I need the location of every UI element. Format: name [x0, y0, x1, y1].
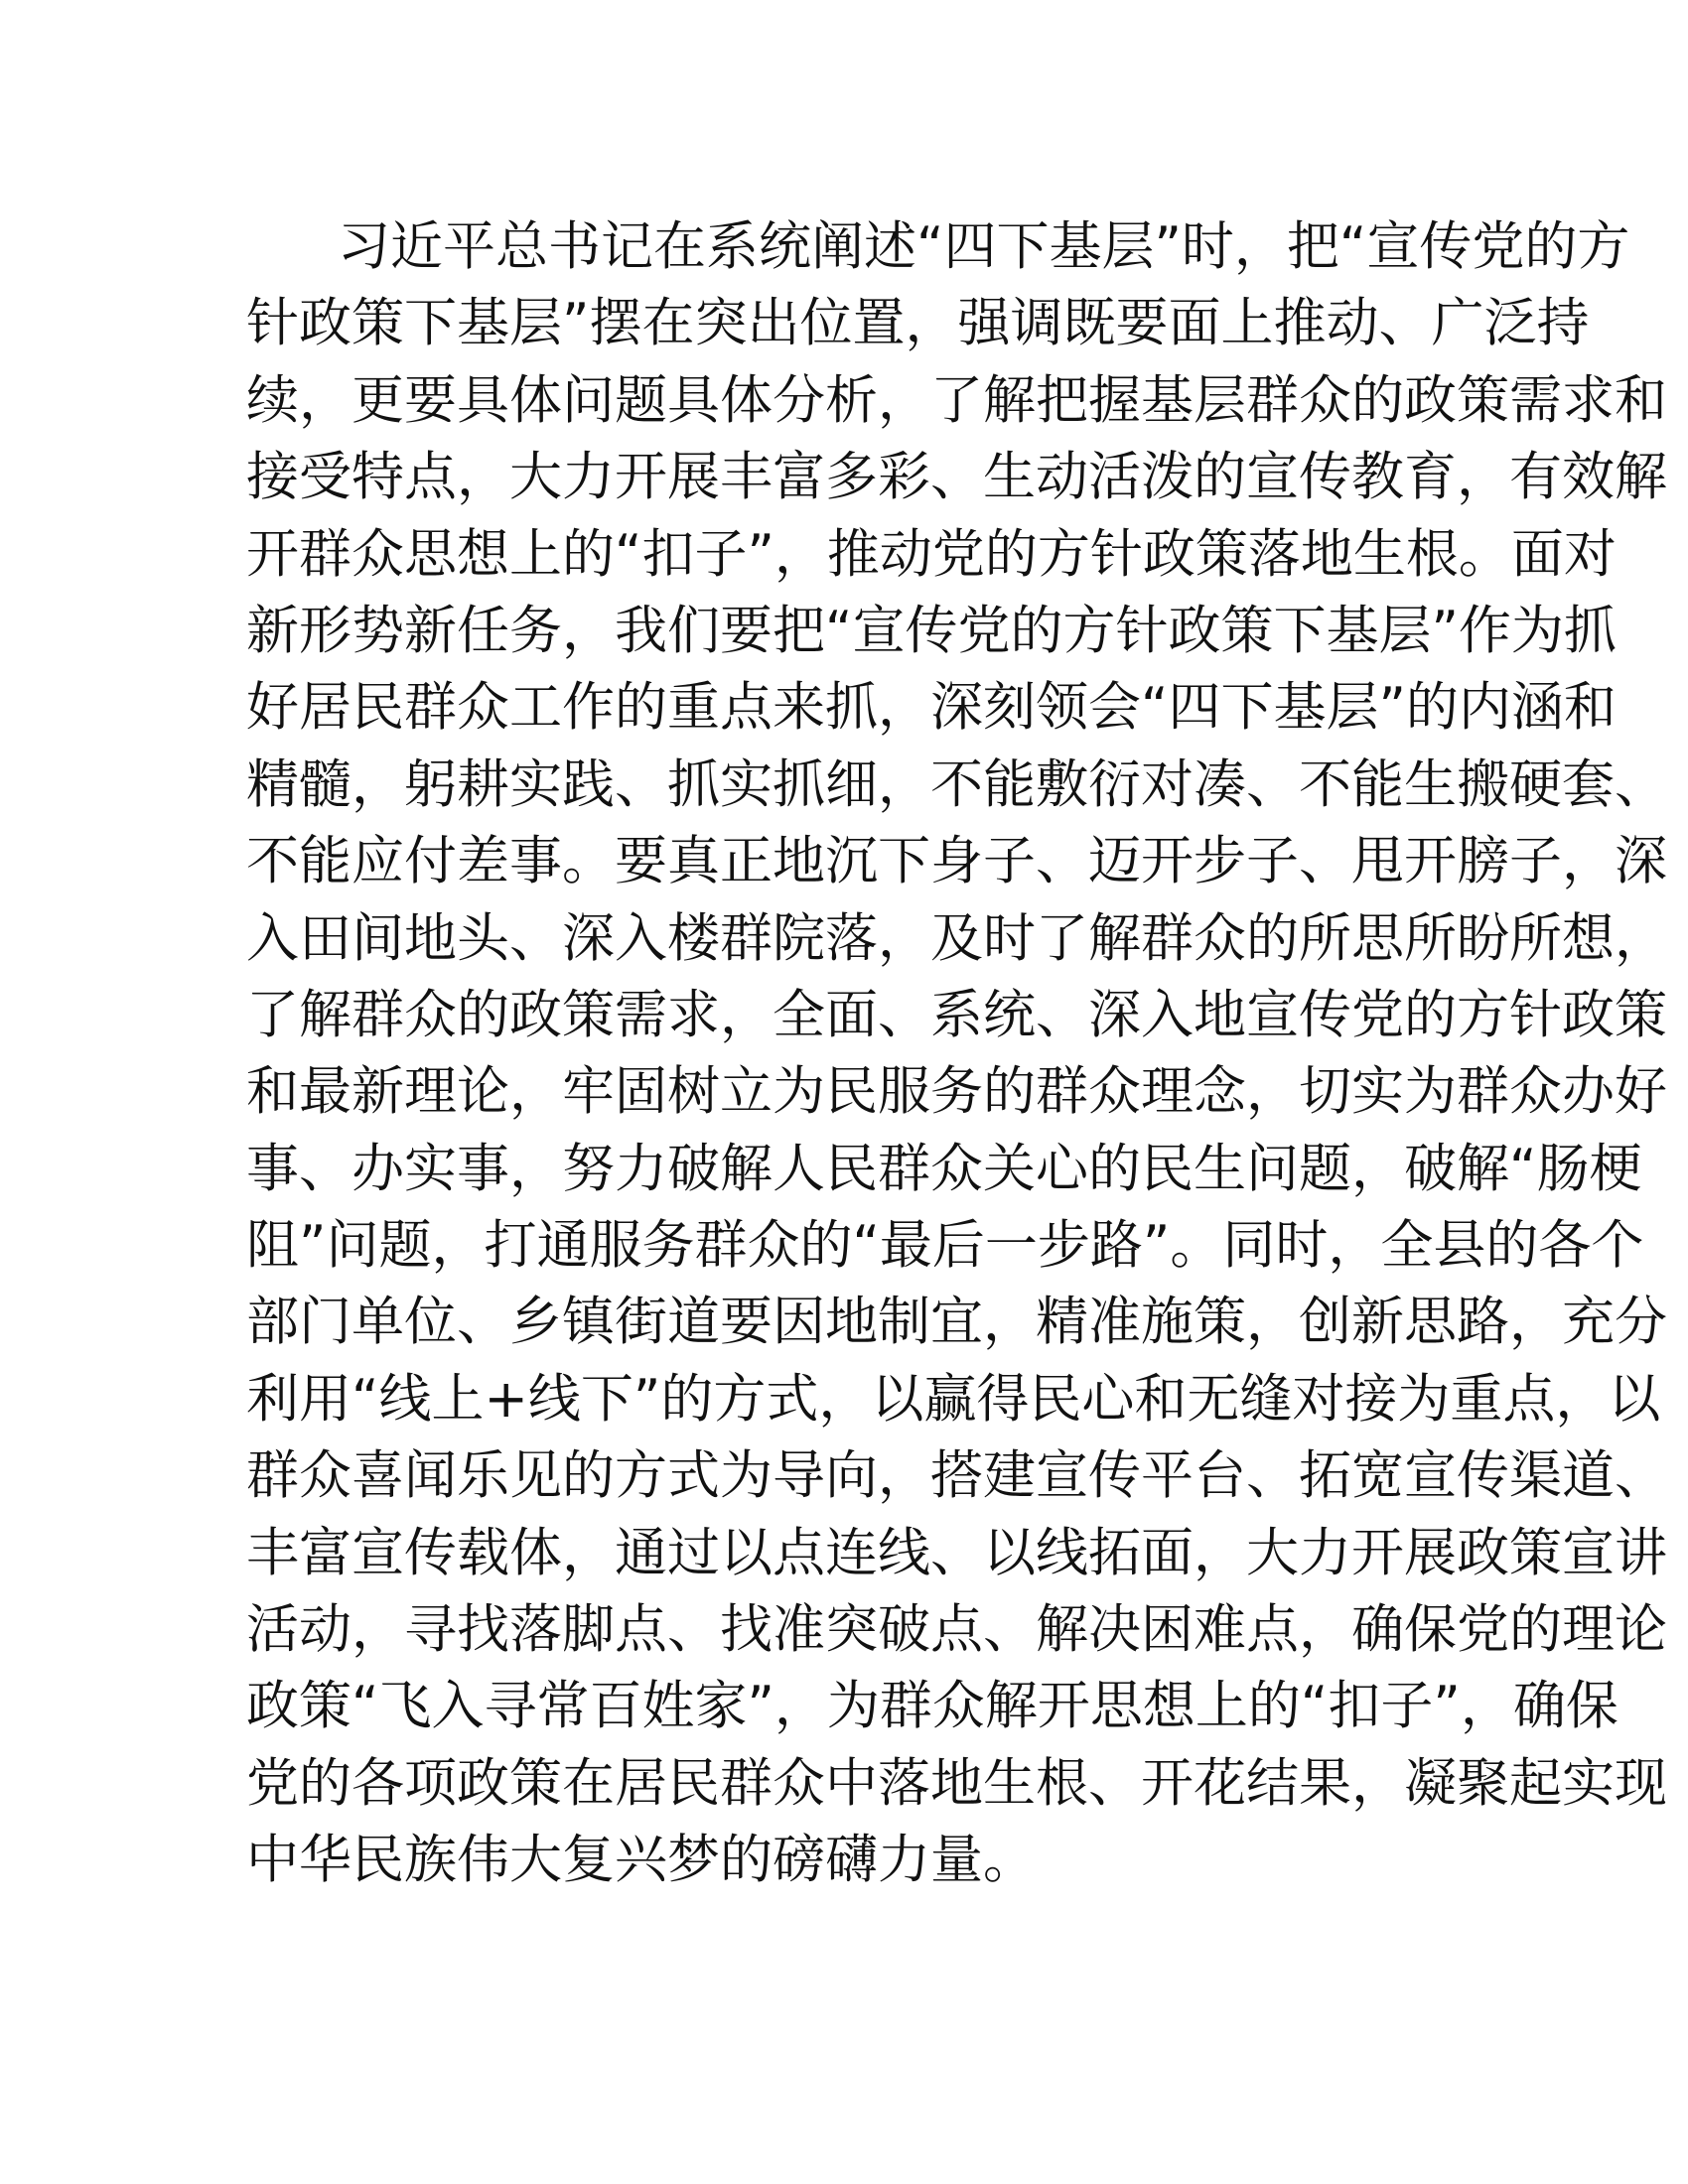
paragraph-line: 丰富宣传载体，通过以点连线、以线拓面，大力开展政策宣讲 [246, 1522, 1667, 1583]
paragraph-line: 阻”问题，打通服务群众的“最后一步路”。同时，全县的各个 [246, 1215, 1644, 1277]
paragraph-line: 中华民族伟大复兴梦的磅礴力量。 [246, 1830, 1036, 1891]
paragraph-line: 事、办实事，努力破解人民群众关心的民生问题，破解“肠梗 [246, 1138, 1642, 1199]
paragraph-line: 了解群众的政策需求，全面、系统、深入地宣传党的方针政策 [246, 984, 1667, 1045]
paragraph-line: 针政策下基层”摆在突出位置，强调既要面上推动、广泛持 [246, 293, 1590, 354]
paragraph-line: 续，更要具体问题具体分析，了解把握基层群众的政策需求和 [246, 369, 1667, 431]
paragraph-line: 入田间地头、深入楼群院落，及时了解群众的所思所盼所想， [246, 907, 1667, 969]
paragraph-line: 利用“线上+线下”的方式，以赢得民心和无缝对接为重点，以 [246, 1368, 1661, 1430]
paragraph-line: 部门单位、乡镇街道要因地制宜，精准施策，创新思路，充分 [246, 1292, 1667, 1353]
body-paragraph [246, 208, 1667, 1899]
paragraph-line: 和最新理论，牢固树立为民服务的群众理念，切实为群众办好 [246, 1061, 1667, 1123]
paragraph-line: 好居民群众工作的重点来抓，深刻领会“四下基层”的内涵和 [246, 677, 1617, 739]
paragraph-line: 群众喜闻乐见的方式为导向，搭建宣传平台、拓宽宣传渠道、 [246, 1445, 1667, 1507]
paragraph-line: 精髓，躬耕实践、抓实抓细，不能敷衍对凑、不能生搬硬套、 [246, 753, 1667, 815]
paragraph-line: 党的各项政策在居民群众中落地生根、开花结果，凝聚起实现 [246, 1752, 1667, 1814]
paragraph-line: 政策“飞入寻常百姓家”，为群众解开思想上的“扣子”，确保 [246, 1676, 1618, 1737]
paragraph-line: 不能应付差事。要真正地沉下身子、迈开步子、甩开膀子，深 [246, 831, 1667, 892]
paragraph-line: 活动，寻找落脚点、找准突破点、解决困难点，确保党的理论 [246, 1599, 1667, 1661]
paragraph-line: 接受特点，大力开展丰富多彩、生动活泼的宣传教育，有效解 [246, 447, 1667, 508]
paragraph-line: 习近平总书记在系统阐述“四下基层”时，把“宣传党的方 [338, 216, 1630, 277]
paragraph-line: 开群众思想上的“扣子”，推动党的方针政策落地生根。面对 [246, 523, 1617, 585]
paragraph-line: 新形势新任务，我们要把“宣传党的方针政策下基层”作为抓 [246, 600, 1617, 661]
